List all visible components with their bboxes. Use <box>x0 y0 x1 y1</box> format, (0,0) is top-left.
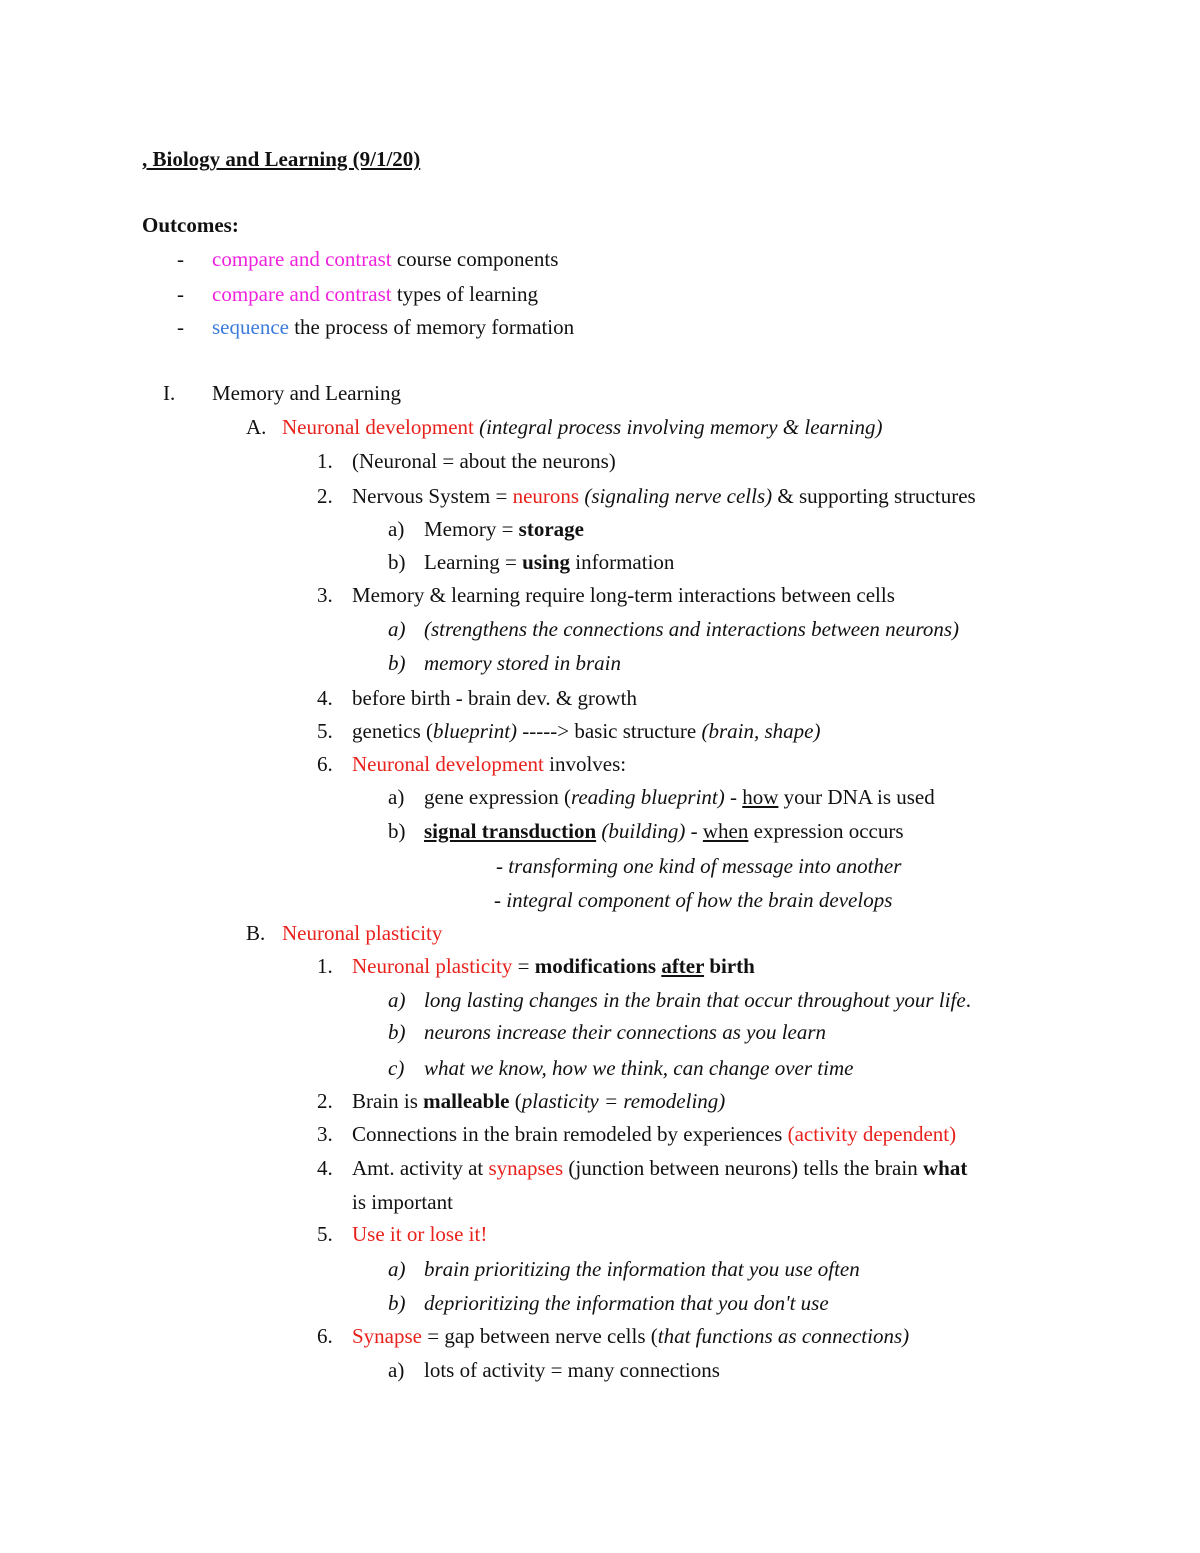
list-item <box>352 953 755 979</box>
text: - <box>685 819 703 843</box>
text: Memory = <box>424 517 519 541</box>
text: -----> basic structure <box>517 719 702 743</box>
list-number: 2. <box>317 484 333 508</box>
list-letter: a) <box>388 1257 406 1281</box>
list-letter: a) <box>388 785 405 809</box>
list-letter: a) <box>388 617 406 641</box>
subsection-marker: B. <box>246 921 266 945</box>
outcome-text: types of learning <box>391 282 538 306</box>
list-letter: a) <box>388 1358 405 1382</box>
list-item: brain prioritizing the information that you use often <box>424 1257 860 1281</box>
text: & supporting structures <box>772 484 976 508</box>
sub-bullet <box>496 853 901 879</box>
list-number: 6. <box>317 1324 333 1348</box>
red-term: Neuronal plasticity <box>352 954 513 978</box>
list-number: 4. <box>317 1156 333 1180</box>
list-item: (Neuronal = about the neurons) <box>352 449 616 473</box>
text: Connections in the brain remodeled by experiences <box>352 1122 788 1146</box>
text: = gap between nerve cells ( <box>422 1324 658 1348</box>
list-item: what we know, how we think, can change over time <box>424 1056 854 1080</box>
list-letter: b) <box>388 1020 406 1044</box>
list-item: memory stored in brain <box>424 651 621 675</box>
italic-note: plasticity = remodeling) <box>521 1089 726 1113</box>
list-item <box>424 784 935 810</box>
red-term: synapses <box>488 1156 564 1180</box>
list-number: 1. <box>317 954 333 978</box>
text: Learning = <box>424 550 523 574</box>
list-item <box>352 718 820 744</box>
bold-underlined-term: after <box>661 954 705 978</box>
text: Brain is <box>352 1089 424 1113</box>
outcome-item-text <box>212 246 558 272</box>
list-number: 2. <box>317 1089 333 1113</box>
list-item <box>352 483 976 509</box>
list-item <box>352 751 626 777</box>
bold-term: using <box>522 550 571 574</box>
bullet-dash: - <box>177 247 184 271</box>
italic-note: (signaling nerve cells) <box>579 484 773 508</box>
list-number: 3. <box>317 583 333 607</box>
text: expression occurs <box>748 819 904 843</box>
text: genetics ( <box>352 719 434 743</box>
outcome-text: course components <box>391 247 559 271</box>
list-number: 5. <box>317 1222 333 1246</box>
bullet-dash: - <box>177 315 184 339</box>
list-item: neurons increase their connections as you learn <box>424 1020 827 1044</box>
red-term: neurons <box>512 484 580 508</box>
italic-note: transforming one kind of message into another <box>508 854 902 878</box>
text: . <box>965 988 971 1012</box>
list-letter: c) <box>388 1056 405 1080</box>
document-title: , Biology and Learning (9/1/20) <box>142 147 421 171</box>
bold-term: what <box>922 1156 968 1180</box>
list-letter: b) <box>388 1291 406 1315</box>
list-item <box>352 1155 967 1181</box>
outcome-highlight: compare and contrast <box>212 282 392 306</box>
list-item: lots of activity = many connections <box>424 1358 720 1382</box>
list-number: 4. <box>317 686 333 710</box>
bullet-dash: - <box>177 282 184 306</box>
list-letter: b) <box>388 550 406 574</box>
italic-note: (integral process involving memory & learning) <box>473 415 883 439</box>
list-item-continuation: is important <box>352 1190 453 1214</box>
outcome-item-text <box>212 281 538 307</box>
red-term: Neuronal development <box>282 415 474 439</box>
bullet-dash: - <box>496 854 509 878</box>
underlined-term: when <box>702 819 749 843</box>
text: involves: <box>543 752 627 776</box>
list-letter: a) <box>388 988 406 1012</box>
outcome-highlight: sequence <box>212 315 289 339</box>
italic-note: that functions as connections) <box>657 1324 910 1348</box>
list-item <box>424 516 584 542</box>
list-letter: b) <box>388 651 406 675</box>
subsection-marker: A. <box>246 415 267 439</box>
italic-note: long lasting changes in the brain that occur throughout your life <box>424 988 966 1012</box>
outcome-highlight: compare and contrast <box>212 247 392 271</box>
text: - <box>724 785 743 809</box>
list-letter: b) <box>388 819 406 843</box>
list-item <box>424 818 904 844</box>
text: ( <box>509 1089 522 1113</box>
list-item <box>424 549 674 575</box>
italic-note: blueprint) <box>433 719 518 743</box>
bold-underlined-term: signal transduction <box>424 819 597 843</box>
list-number: 5. <box>317 719 333 743</box>
bold-term: storage <box>518 517 584 541</box>
list-number: 6. <box>317 752 333 776</box>
italic-note: integral component of how the brain develops <box>506 888 893 912</box>
text: (junction between neurons) tells the brain <box>563 1156 923 1180</box>
red-term: Synapse <box>352 1324 422 1348</box>
red-term: (activity dependent) <box>787 1122 957 1146</box>
outcome-item <box>177 314 184 340</box>
bold-term: malleable <box>423 1089 510 1113</box>
outcome-item <box>177 246 184 272</box>
sub-bullet <box>494 887 892 913</box>
list-item <box>352 1323 909 1349</box>
text: Amt. activity at <box>352 1156 489 1180</box>
bullet-dash: - <box>494 888 507 912</box>
italic-note: reading blueprint) <box>570 785 725 809</box>
text: Nervous System = <box>352 484 513 508</box>
text: gene expression ( <box>424 785 571 809</box>
list-item <box>352 1121 956 1147</box>
underlined-term: how <box>742 785 779 809</box>
list-item <box>352 1088 725 1114</box>
section-marker: I. <box>163 381 176 405</box>
list-item: before birth - brain dev. & growth <box>352 686 637 710</box>
bold-term: modifications <box>534 954 662 978</box>
list-item: Use it or lose it! <box>352 1222 488 1246</box>
text: information <box>570 550 675 574</box>
list-letter: a) <box>388 517 405 541</box>
bold-term: birth <box>704 954 755 978</box>
text: = <box>512 954 535 978</box>
outcome-item-text <box>212 314 574 340</box>
list-item <box>424 987 971 1013</box>
list-item: (strengthens the connections and interactions between neurons) <box>424 617 960 641</box>
red-term: Neuronal development <box>352 752 544 776</box>
list-item: Memory & learning require long-term interactions between cells <box>352 583 895 607</box>
section-heading: Memory and Learning <box>212 381 401 405</box>
subsection-heading <box>282 414 883 440</box>
list-number: 3. <box>317 1122 333 1146</box>
italic-note: (brain, shape) <box>701 719 821 743</box>
outcome-item <box>177 281 184 307</box>
subsection-heading: Neuronal plasticity <box>282 921 443 945</box>
outcome-text: the process of memory formation <box>288 315 575 339</box>
outcomes-heading: Outcomes: <box>142 213 239 237</box>
italic-note: (building) <box>596 819 686 843</box>
list-number: 1. <box>317 449 333 473</box>
text: your DNA is used <box>778 785 935 809</box>
list-item: deprioritizing the information that you don't use <box>424 1291 829 1315</box>
